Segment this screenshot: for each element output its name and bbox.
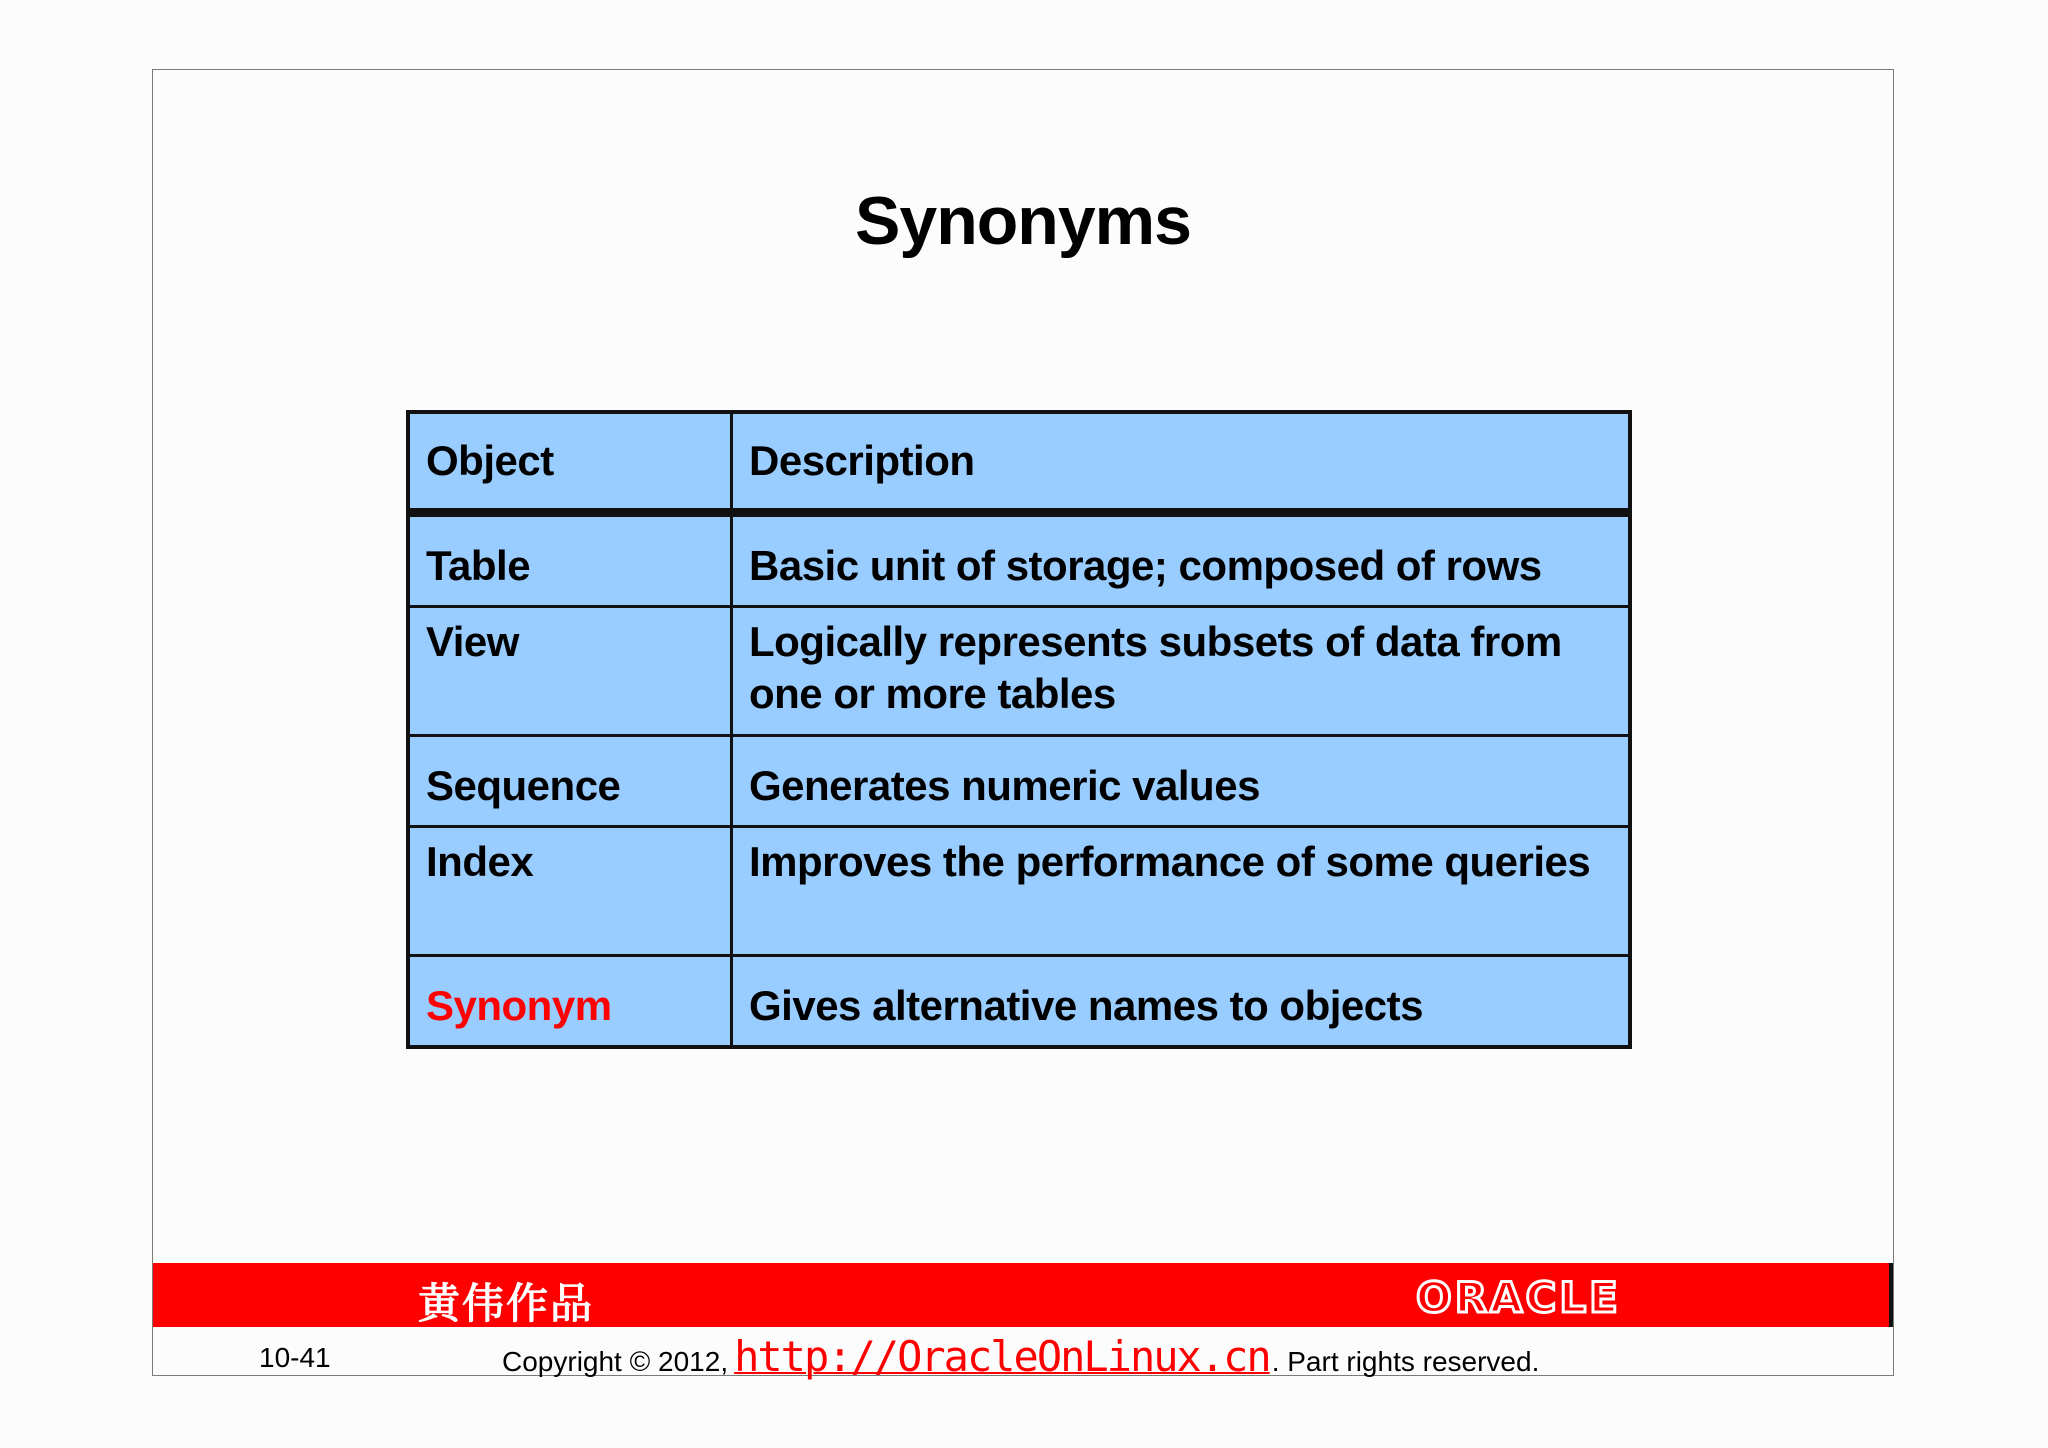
page-number: 10-41: [259, 1342, 331, 1373]
object-cell: Index: [408, 827, 732, 956]
object-cell: Table: [408, 513, 732, 607]
page-title: Synonyms: [855, 183, 1191, 259]
footer-bar: [153, 1263, 1893, 1327]
table-row: [408, 956, 1630, 1048]
table-row: [408, 736, 1630, 827]
description-cell: Generates numeric values: [732, 736, 1631, 827]
site-link[interactable]: http://OracleOnLinux.cn: [734, 1332, 1270, 1381]
description-cell: Basic unit of storage; composed of rows: [732, 513, 1631, 607]
object-cell: View: [408, 607, 732, 736]
slide: [152, 69, 1894, 1381]
table-header-row: [408, 412, 1630, 513]
header-object: Object: [408, 412, 732, 513]
object-cell: Sequence: [408, 736, 732, 827]
copyright-line: [502, 1332, 1539, 1381]
table-row: [408, 607, 1630, 736]
header-description: Description: [732, 412, 1631, 513]
description-cell: Improves the performance of some queries: [732, 827, 1631, 956]
object-cell-highlighted: Synonym: [408, 956, 732, 1048]
description-cell: Logically represents subsets of data from one or more tables: [732, 607, 1631, 736]
table-row: [408, 827, 1630, 956]
author-signature: 黄伟作品: [418, 1279, 595, 1328]
objects-table: [406, 410, 1632, 1049]
oracle-logo: ORACLE: [1416, 1273, 1621, 1322]
copyright-suffix: . Part rights reserved.: [1271, 1346, 1540, 1377]
table-row: [408, 513, 1630, 607]
copyright-prefix: Copyright © 2012,: [502, 1346, 729, 1377]
description-cell: Gives alternative names to objects: [732, 956, 1631, 1048]
